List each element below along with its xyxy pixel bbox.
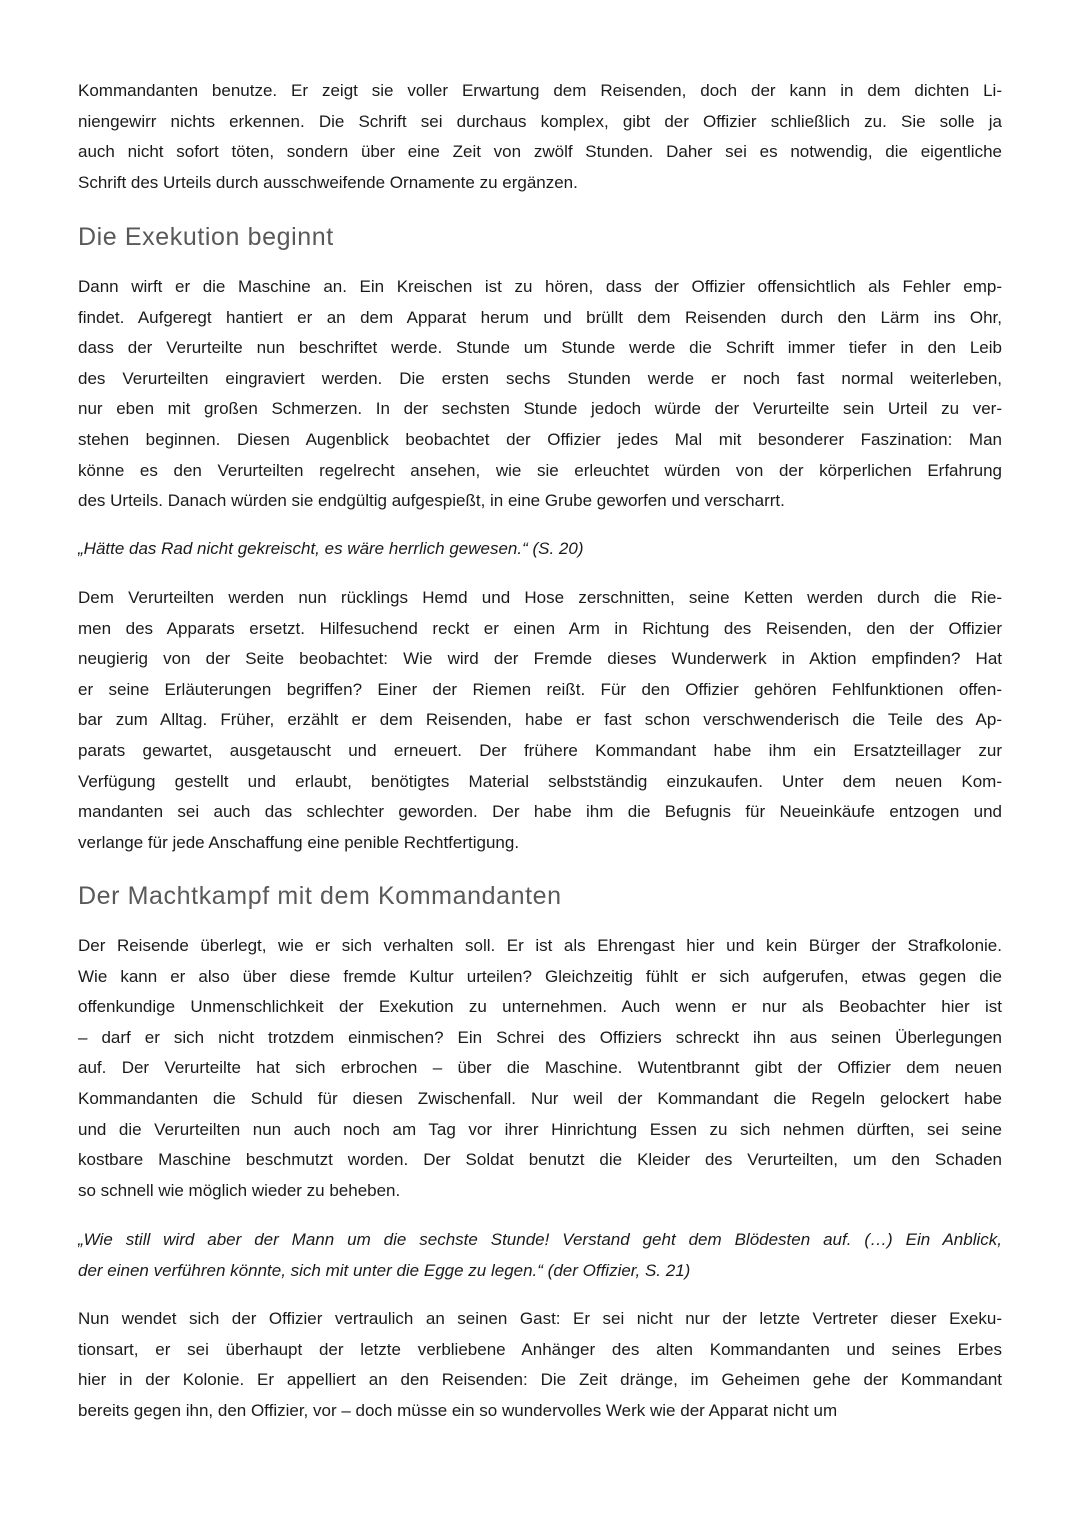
text-line: „Hätte das Rad nicht gekreischt, es wäre herrlich gewesen.“ (S. 20) (78, 539, 584, 558)
paragraph-intro (78, 76, 1002, 198)
text-line: so schnell wie möglich wieder zu beheben. (78, 1180, 401, 1200)
text-line: Der Reisende überlegt, wie er sich verhalten soll. Er ist als Ehrengast hier und kein Bürger der Strafkolonie. (78, 936, 1002, 955)
text-line: nur eben mit großen Schmerzen. In der sechsten Stunde jedoch würde der Verurteilte sein Urteil zu ver- (78, 399, 1002, 419)
text-line: offenkundige Unmenschlichkeit der Exekution zu unternehmen. Auch wenn er nur als Beobachter hier ist (78, 997, 1002, 1017)
text-line: Wie kann er also über diese fremde Kultur urteilen? Gleichzeitig fühlt er sich aufgerufen, etwas gegen die (78, 966, 1002, 986)
heading-power-struggle: Der Machtkampf mit dem Kommandanten (78, 882, 562, 910)
text-line: bar zum Alltag. Früher, erzählt er dem Reisenden, habe er fast schon verschwenderisch die Teile des Ap- (78, 710, 1002, 730)
text-line: tionsart, er sei überhaupt der letzte verbliebene Anhänger des alten Kommandanten und seines Erbes (78, 1339, 1002, 1359)
text-line: bereits gegen ihn, den Offizier, vor – doch müsse ein so wundervolles Werk wie der Apparat nicht um (78, 1400, 838, 1420)
text-line: der einen verführen könnte, sich mit unter die Egge zu legen.“ (der Offizier, S. 21) (78, 1260, 691, 1280)
text-line: Kommandanten benutze. Er zeigt sie voller Erwartung dem Reisenden, doch der kann in dem dichten Li- (78, 81, 1002, 100)
text-line: verlange für jede Anschaffung eine penible Rechtfertigung. (78, 832, 520, 852)
paragraph-appeal (78, 1304, 1002, 1426)
quote-wheel (78, 534, 1002, 565)
text-line: Schrift des Urteils durch ausschweifende Ornamente zu ergänzen. (78, 172, 578, 192)
text-line: Kommandanten die Schuld für diesen Zwischenfall. Nur weil der Kommandant die Regeln gelockert habe (78, 1088, 1002, 1108)
text-line: Dem Verurteilten werden nun rücklings Hemd und Hose zerschnitten, seine Ketten werden durch die Rie- (78, 588, 1002, 607)
text-line: – darf er sich nicht trotzdem einmischen? Ein Schrei des Offiziers schreckt ihn aus seinen Überlegungen (78, 1027, 1002, 1047)
text-line: parats gewartet, ausgetauscht und erneuert. Der frühere Kommandant habe ihm ein Ersatzteillager zur (78, 740, 1002, 760)
text-line: er seine Erläuterungen begriffen? Einer der Riemen reißt. Für den Offizier gehören Fehlfunktionen offen- (78, 679, 1002, 699)
text-line: findet. Aufgeregt hantiert er an dem Apparat herum und brüllt dem Reisenden durch den Lärm ins Ohr, (78, 307, 1002, 327)
paragraph-straps (78, 583, 1002, 858)
heading-execution-begins: Die Exekution beginnt (78, 223, 334, 251)
paragraph-traveller (78, 931, 1002, 1206)
text-line: auch nicht sofort töten, sondern über eine Zeit von zwölf Stunden. Daher sei es notwendig, die eigentliche (78, 142, 1002, 162)
text-line: Dann wirft er die Maschine an. Ein Kreischen ist zu hören, dass der Offizier offensichtlich als Fehler emp- (78, 277, 1002, 296)
text-line: mandanten sei auch das schlechter geworden. Der habe ihm die Befugnis für Neueinkäufe entzogen und (78, 802, 1002, 822)
text-line: des Verurteilten eingraviert werden. Die ersten sechs Stunden werde er noch fast normal weiterleben, (78, 368, 1002, 388)
text-line: Nun wendet sich der Offizier vertraulich an seinen Gast: Er sei nicht nur der letzte Vertreter dieser Exeku- (78, 1309, 1002, 1328)
text-line: dass der Verurteilte nun beschriftet werde. Stunde um Stunde werde die Schrift immer tiefer in den Leib (78, 338, 1002, 358)
paragraph-execution (78, 272, 1002, 517)
text-line: könne es den Verurteilten regelrecht ansehen, wie sie erleuchtet würden von der körperlichen Erfahrung (78, 460, 1002, 480)
text-line: men des Apparats ersetzt. Hilfesuchend reckt er einen Arm in Richtung des Reisenden, den der Offizier (78, 618, 1002, 638)
quote-sixth-hour (78, 1225, 1002, 1286)
text-line: auf. Der Verurteilte hat sich erbrochen – über die Maschine. Wutentbrannt gibt der Offizier dem neuen (78, 1058, 1002, 1078)
text-line: des Urteils. Danach würden sie endgültig aufgespießt, in eine Grube geworfen und verscharrt. (78, 491, 785, 511)
text-line: hier in der Kolonie. Er appelliert an den Reisenden: Die Zeit dränge, im Geheimen gehe der Kommandant (78, 1370, 1002, 1390)
text-line: und die Verurteilten nun auch noch am Tag vor ihrer Hinrichtung Essen zu sich nehmen dürften, sei seine (78, 1119, 1002, 1139)
text-line: neugierig von der Seite beobachtet: Wie wird der Fremde dieses Wunderwerk in Aktion empfinden? Hat (78, 649, 1002, 669)
text-line: kostbare Maschine beschmutzt worden. Der Soldat benutzt die Kleider des Verurteilten, um den Schaden (78, 1150, 1002, 1170)
text-line: niengewirr nichts erkennen. Die Schrift sei durchaus komplex, gibt der Offizier schließlich zu. Sie solle ja (78, 111, 1002, 131)
text-line: Verfügung gestellt und erlaubt, benötigtes Material selbstständig einzukaufen. Unter dem neuen Kom- (78, 771, 1002, 791)
text-line: „Wie still wird aber der Mann um die sechste Stunde! Verstand geht dem Blödesten auf. (…) Ein Anblick, (78, 1230, 1002, 1249)
text-line: stehen beginnen. Diesen Augenblick beobachtet der Offizier jedes Mal mit besonderer Faszination: Man (78, 429, 1002, 449)
